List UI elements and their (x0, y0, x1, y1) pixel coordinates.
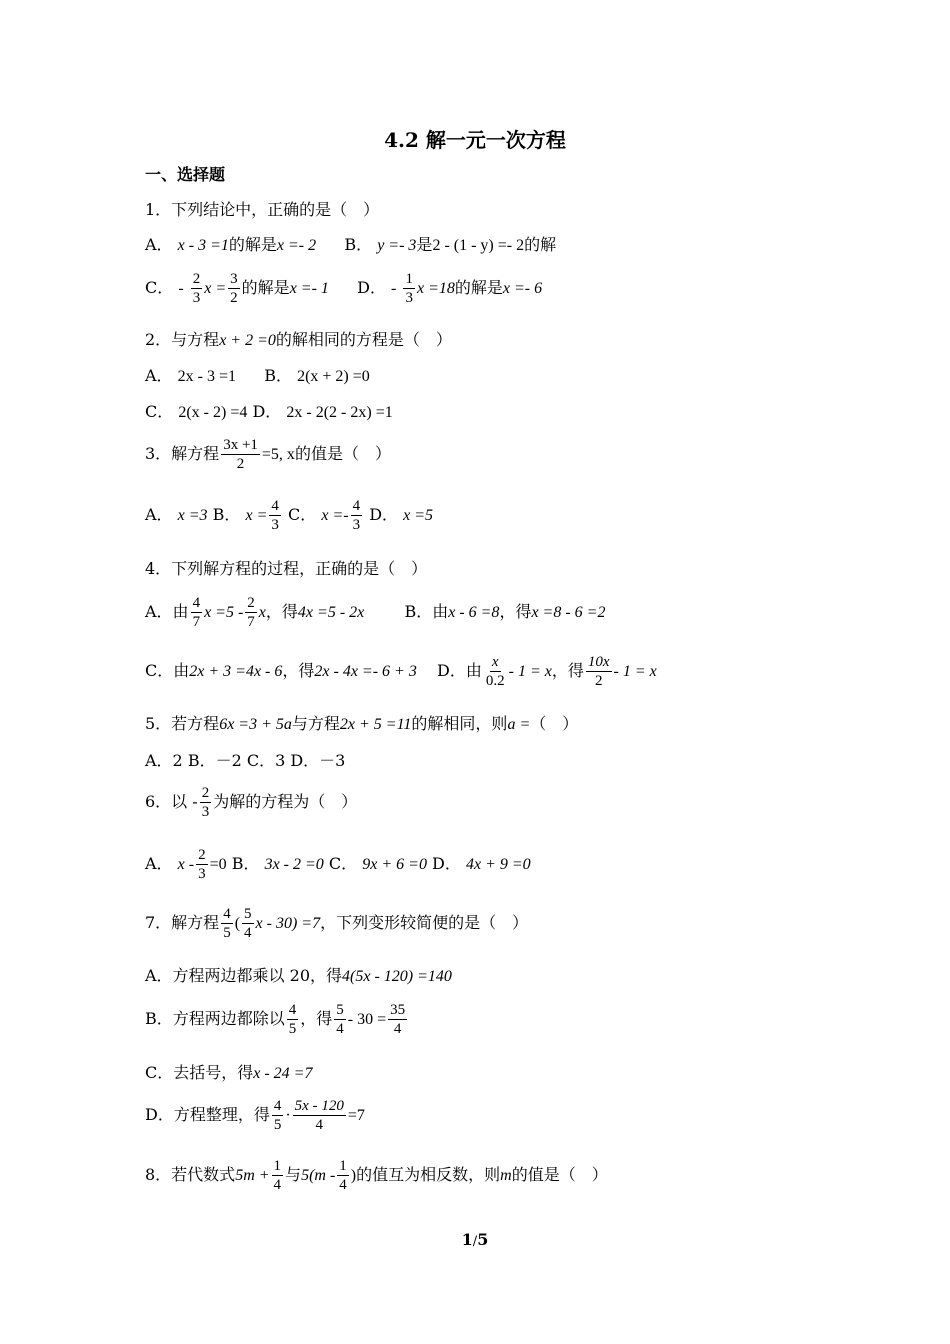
equation: x - 6 =8 (448, 604, 500, 621)
option-d-label: D． (252, 402, 282, 421)
equation: 2x - 3 =1 (177, 368, 237, 385)
equation: x = (204, 280, 227, 297)
fraction (334, 1001, 346, 1038)
fraction (200, 784, 212, 821)
option-b-label: B． (212, 505, 241, 524)
text: 3．解方程 (145, 444, 220, 463)
text: 8．若代数式 (145, 1165, 236, 1184)
text: ，得 (265, 602, 298, 621)
fraction (388, 1001, 407, 1038)
text: 的值互为相反数，则 (356, 1165, 501, 1184)
question-1-options-cd (145, 270, 542, 307)
fraction (228, 270, 240, 307)
fraction (269, 497, 281, 534)
text: 与 (285, 1165, 302, 1184)
numerator: 5 (336, 1002, 344, 1018)
equation: 4x =5 - 2x (297, 604, 365, 621)
text: ，下列变形较简便的是（ ） (320, 913, 529, 932)
option-b-label: B． (231, 854, 260, 873)
equation: 6x =3 + 5a (219, 716, 292, 733)
option-b-label: B． (264, 366, 292, 385)
option-a-label: A． (145, 235, 173, 254)
numerator: 4 (273, 1098, 282, 1114)
denominator: 5 (288, 1021, 297, 1037)
text: 的解 (524, 235, 557, 254)
option-a-label: A． (145, 505, 173, 524)
denominator: 3 (192, 290, 201, 306)
equation: x =8 - 6 =2 (531, 604, 606, 621)
numerator: x (491, 654, 499, 670)
text: 的解是 (241, 278, 290, 297)
equation: x - 24 =7 (253, 1065, 313, 1082)
denominator: 4 (244, 925, 252, 941)
option-b-label: B． (344, 235, 373, 254)
fraction (221, 436, 260, 473)
option-d-label: D．由 (437, 661, 482, 680)
text: 5．若方程 (145, 714, 220, 733)
question-6-stem (145, 784, 357, 821)
numerator: 1 (273, 1158, 282, 1174)
equation: x =5 - (204, 604, 244, 621)
page-title: 4.2 解一元一次方程 (384, 128, 566, 152)
denominator: 5 (273, 1117, 282, 1133)
numerator: 3 (230, 271, 238, 287)
denominator: 2 (230, 290, 238, 306)
equation: x - 30) =7 (255, 915, 321, 932)
fraction (191, 594, 203, 631)
equation: x =- 2 (276, 237, 317, 254)
fraction (403, 270, 415, 307)
text: 7．解方程 (145, 913, 220, 932)
option-b-label: B．由 (404, 602, 449, 621)
question-1-options-ab (145, 232, 556, 255)
denominator: 4 (336, 1021, 344, 1037)
equation: x =- (321, 507, 349, 524)
question-6-options (145, 846, 531, 883)
option-c-label: C． (145, 278, 174, 297)
question-7-option-c (145, 1060, 312, 1083)
fraction (293, 1097, 346, 1134)
equation: ) (350, 1167, 357, 1184)
question-7-option-d (145, 1097, 365, 1134)
numerator: 1 (339, 1158, 347, 1174)
equation: =5, x (261, 446, 295, 463)
option-d-label: D． (369, 505, 399, 524)
denominator: 3 (201, 804, 210, 820)
option-d-label: D． (357, 278, 386, 297)
text: ，得 (551, 661, 584, 680)
numerator: 5x - 120 (294, 1098, 344, 1114)
text: 与方程 (291, 714, 340, 733)
option-a-label: A． (145, 854, 173, 873)
option-a-label: A．方程两边都乘以 20，得 (145, 966, 343, 985)
equation: 9x + 6 =0 (362, 856, 427, 873)
numerator: 35 (390, 1002, 406, 1018)
option-c-label: C． (288, 505, 317, 524)
denominator: 0.2 (485, 673, 505, 689)
fraction (196, 846, 208, 883)
question-2-stem (145, 327, 452, 350)
equation: x (258, 604, 266, 621)
denominator: 4 (339, 1177, 347, 1193)
question-7-stem (145, 905, 528, 942)
equation: 2(x - 2) =4 (178, 404, 248, 421)
numerator: 1 (405, 271, 413, 287)
option-d-label: D．方程整理，得 (145, 1105, 270, 1124)
total-pages: 5 (477, 1230, 489, 1249)
page-number (0, 1230, 950, 1249)
question-3-options (145, 497, 433, 534)
equation: 2x - 2(2 - 2x) =1 (286, 404, 393, 421)
equation: 5(m - (301, 1167, 336, 1184)
numerator: 2 (247, 595, 255, 611)
fraction (484, 653, 507, 690)
fraction (245, 594, 257, 631)
denominator: 7 (192, 614, 201, 630)
text: 2．与方程 (145, 330, 220, 349)
current-page: 1 (461, 1230, 473, 1249)
question-4-stem: 4．下列解方程的过程，正确的是（ ） (145, 559, 428, 578)
text: ，得 (282, 661, 315, 680)
equation: =7 (347, 1107, 365, 1124)
denominator: 2 (594, 673, 603, 689)
equation: x =- 1 (289, 280, 329, 297)
option-c-label: C． (145, 402, 174, 421)
page-separator: / (472, 1234, 478, 1249)
numerator: 4 (288, 1002, 297, 1018)
equation: x =- 6 (502, 280, 543, 297)
option-a-label: A． (145, 366, 173, 385)
fraction (287, 1001, 299, 1038)
equation: - 30 = (347, 1011, 387, 1028)
question-4-options-ab (145, 594, 605, 631)
option-b-label: B．方程两边都除以 (145, 1009, 285, 1028)
text: 的解相同的方程是（ ） (275, 330, 452, 349)
numerator: 2 (201, 785, 210, 801)
question-5-options: A．2 B．－2 C．3 D．－3 (145, 751, 346, 770)
equation: x - 3 =1 (177, 237, 229, 254)
equation: x + 2 =0 (219, 332, 276, 349)
question-7-option-b (145, 1001, 409, 1038)
question-1-stem: 1．下列结论中，正确的是（ ） (145, 200, 380, 219)
question-5-stem (145, 711, 578, 734)
equation: 2x + 3 =4x - 6 (189, 663, 283, 680)
denominator: 3 (405, 290, 413, 306)
text: 6．以 - (145, 792, 198, 811)
fraction (272, 1157, 284, 1194)
minus-sign: - (178, 280, 184, 297)
numerator: 5 (244, 906, 252, 922)
equation: 2 - (1 - y) =- 2 (432, 237, 525, 254)
equation: x = (245, 507, 268, 524)
text: 的值是（ ） (511, 1165, 608, 1184)
equation: x =18 (416, 280, 455, 297)
numerator: 10x (587, 654, 610, 670)
fraction (191, 270, 203, 307)
numerator: 4 (223, 906, 231, 922)
option-c-label: C．由 (145, 661, 190, 680)
minus-sign: - (391, 280, 397, 297)
text: 的解是 (454, 278, 503, 297)
numerator: 4 (352, 498, 361, 514)
numerator: 2 (192, 271, 201, 287)
variable: m (500, 1167, 512, 1184)
numerator: 4 (192, 595, 201, 611)
text: （ ） (530, 714, 579, 733)
text: 的解相同，则 (411, 714, 508, 733)
equation: - 1 = x (508, 663, 552, 680)
option-a-label: A．由 (145, 602, 189, 621)
equation: 2(x + 2) =0 (297, 368, 370, 385)
denominator: 3 (352, 517, 361, 533)
dot: · (285, 1107, 291, 1124)
fraction (337, 1157, 349, 1194)
text: ，得 (499, 602, 532, 621)
question-3-stem (145, 436, 391, 473)
question-2-options-cd (145, 399, 393, 422)
equation: 4(5x - 120) =140 (342, 968, 452, 985)
text: 的值是（ ） (294, 444, 391, 463)
equation: y =- 3 (377, 237, 417, 254)
numerator: 3x +1 (223, 437, 258, 453)
equation: - 1 = x (613, 663, 657, 680)
numerator: 2 (198, 847, 206, 863)
equation: 2x - 4x =- 6 + 3 (314, 663, 417, 680)
option-c-label: C． (328, 854, 358, 873)
fraction (242, 905, 254, 942)
equation: =0 (209, 856, 227, 873)
option-c-label: C．去括号，得 (145, 1063, 254, 1082)
equation: 3x - 2 =0 (264, 856, 324, 873)
denominator: 4 (315, 1117, 323, 1133)
equation: a = (507, 716, 531, 733)
denominator: 4 (393, 1021, 402, 1037)
paren: ( (234, 915, 241, 932)
numerator: 4 (271, 498, 279, 514)
text: ，得 (300, 1009, 333, 1028)
question-2-options-ab (145, 363, 370, 386)
denominator: 3 (271, 517, 279, 533)
fraction (221, 905, 233, 942)
question-7-option-a (145, 963, 452, 986)
section-heading: 一、选择题 (145, 165, 226, 184)
denominator: 7 (247, 614, 255, 630)
equation: x - (177, 856, 195, 873)
equation: x =3 (177, 507, 208, 524)
text: 的解是 (228, 235, 277, 254)
fraction (351, 497, 363, 534)
option-d-label: D． (432, 854, 461, 873)
denominator: 4 (273, 1177, 282, 1193)
text: 是 (416, 235, 433, 254)
text: 为解的方程为（ ） (213, 792, 358, 811)
fraction (586, 653, 612, 690)
equation: x =5 (403, 507, 434, 524)
question-8-stem (145, 1157, 608, 1194)
denominator: 2 (236, 456, 245, 472)
equation: 4x + 9 =0 (465, 856, 531, 873)
equation: 2x + 5 =11 (339, 716, 412, 733)
fraction (272, 1097, 284, 1134)
denominator: 5 (223, 925, 231, 941)
equation: 5m + (235, 1167, 270, 1184)
denominator: 3 (198, 866, 206, 882)
question-4-options-cd (145, 653, 657, 690)
